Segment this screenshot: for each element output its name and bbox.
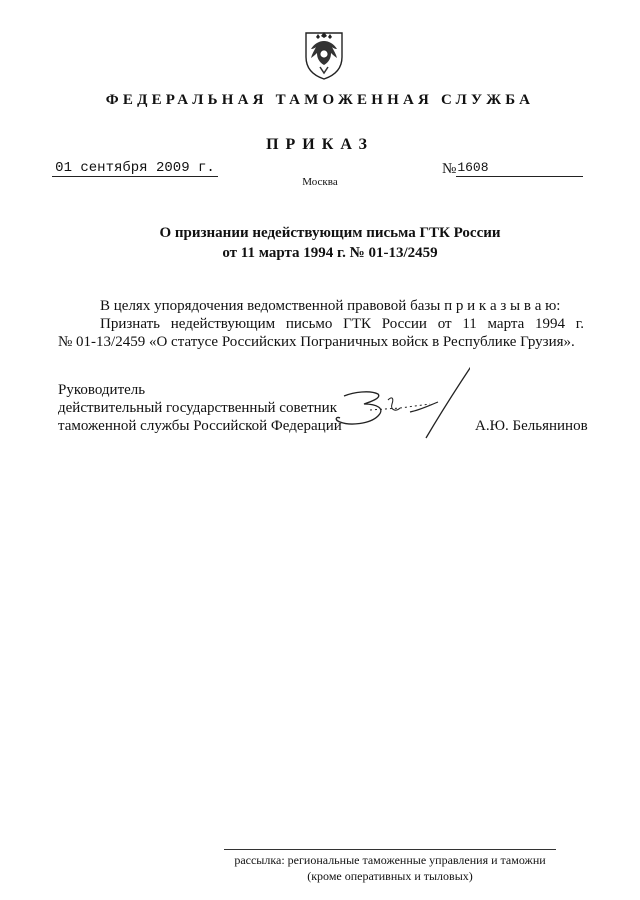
signatory-title-line: таможенной службы Российской Федерации — [58, 418, 342, 434]
signatory-title-line: действительный государственный советник — [58, 400, 338, 416]
signatory-title — [58, 381, 342, 435]
document-subject — [0, 223, 640, 263]
document-number-block — [442, 160, 583, 177]
distribution-list — [224, 852, 556, 884]
signatory-title-line: Руководитель — [58, 382, 146, 398]
body-item-line: № 01-13/2459 «О статусе Российских Пограничных войск в Республике Грузия». — [58, 334, 575, 350]
document-number: 1608 — [456, 160, 583, 177]
body-intro: В целях упорядочения ведомственной правовой базы п р и к а з ы в а ю: — [100, 298, 561, 314]
subject-line: от 11 марта 1994 г. № 01-13/2459 — [222, 245, 438, 261]
body-item-line: Признать недействующим письмо ГТК России от 11 марта 1994 г. — [100, 316, 584, 332]
distribution-line: (кроме оперативных и тыловых) — [307, 869, 473, 883]
document-date: 01 сентября 2009 г. — [52, 160, 218, 177]
city: Москва — [302, 176, 338, 188]
document-body — [58, 297, 584, 351]
distribution-divider — [224, 849, 556, 850]
handwritten-signature — [330, 360, 470, 440]
signatory-name: А.Ю. Бельянинов — [475, 418, 588, 434]
distribution-line: рассылка: региональные таможенные управления и таможни — [234, 853, 546, 867]
number-label: № — [442, 161, 457, 177]
document-type: ПРИКАЗ — [266, 136, 374, 153]
agency-name: ФЕДЕРАЛЬНАЯ ТАМОЖЕННАЯ СЛУЖБА — [105, 92, 535, 108]
coat-of-arms-icon — [302, 27, 346, 81]
subject-line: О признании недействующим письма ГТК России — [159, 225, 501, 241]
